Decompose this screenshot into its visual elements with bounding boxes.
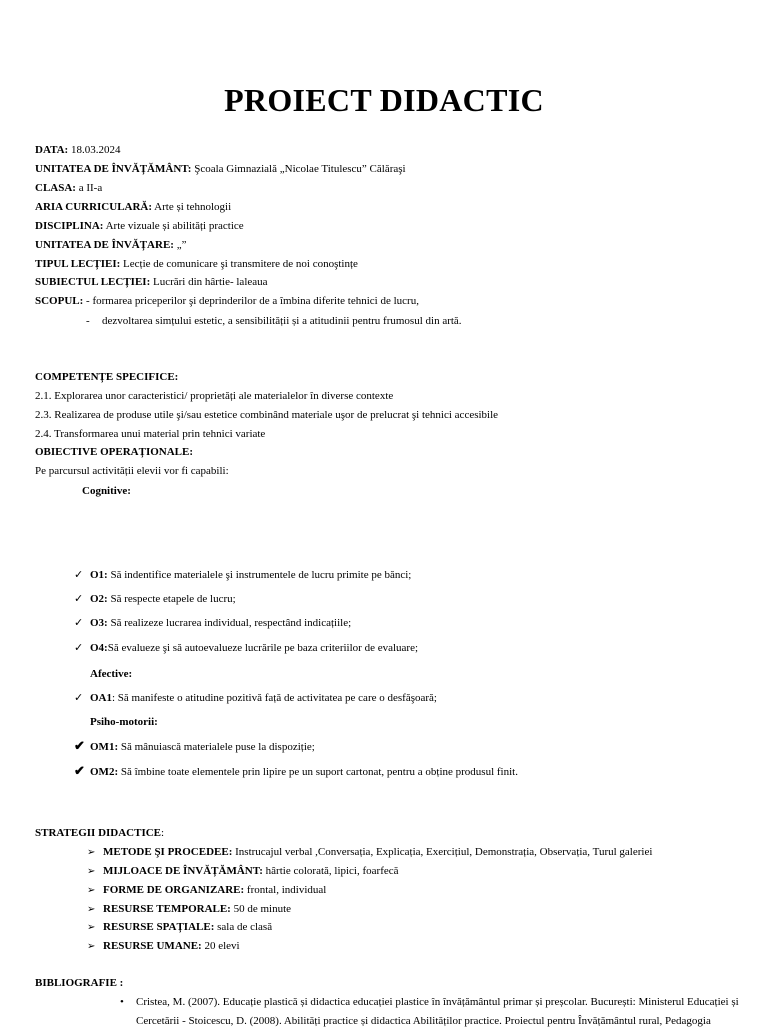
info-aria: ARIA CURRICULARĂ: Arte și tehnologii xyxy=(35,201,232,213)
objective-om2: ✔ OM2: Să îmbine toate elementele prin lipire pe un suport cartonat, pentru a obține produsul finit. xyxy=(74,763,518,778)
arrow-bullet-icon: ➢ xyxy=(87,941,96,952)
bibliografie-item-cont: Cercetării - Stoicescu, D. (2008). Abilități practice și didactica Abilităților practice. Proiectul pentru Învățământul rural, Pedagogia xyxy=(136,1015,711,1027)
info-unitate: UNITATEA DE ÎNVĂȚĂMÂNT: Şcoala Gimnazială „Nicolae Titulescu” Călăraşi xyxy=(35,163,406,175)
arrow-bullet-icon: ➢ xyxy=(87,866,96,877)
bullet-icon: • xyxy=(120,996,124,1008)
psiho-label: Psiho-motorii: xyxy=(90,716,158,728)
info-date: DATA: 18.03.2024 xyxy=(35,144,121,156)
info-disciplina: DISCIPLINA: Arte vizuale și abilități practice xyxy=(35,220,244,232)
strategie-item: ➢ MIJLOACE DE ÎNVĂȚĂMÂNT: hârtie colorată, lipici, foarfecă xyxy=(87,865,399,877)
info-subiect: SUBIECTUL LECȚIEI: Lucrări din hârtie- laleaua xyxy=(35,276,268,288)
objective-o2: ✓ O2: Să respecte etapele de lucru; xyxy=(74,593,236,605)
strategie-item: ➢ FORME DE ORGANIZARE: frontal, individual xyxy=(87,884,327,896)
strategie-item: ➢ RESURSE SPAȚIALE: sala de clasă xyxy=(87,921,273,933)
check-icon: ✓ xyxy=(74,593,84,605)
bibliografie-item: • Cristea, M. (2007). Educație plastică și didactica educației plastice în învățământul primar și preșcolar. București: Ministerul Educației și xyxy=(120,996,739,1008)
objective-o1: ✓ O1: Să indentifice materialele şi instrumentele de lucru primite pe bănci; xyxy=(74,569,412,581)
page-title: PROIECT DIDACTIC xyxy=(224,82,544,118)
check-icon: ✔ xyxy=(74,738,85,753)
competenta-item: 2.1. Explorarea unor caracteristici/ proprietăți ale materialelor în diverse contexte xyxy=(35,390,394,402)
objective-om1: ✔ OM1: Să mânuiască materialele puse la dispoziție; xyxy=(74,738,315,753)
strategie-item: ➢ RESURSE UMANE: 20 elevi xyxy=(87,940,240,952)
info-tipul-lectiei: TIPUL LECȚIEI: Lecție de comunicare şi transmitere de noi conoştințe xyxy=(35,258,358,270)
check-icon: ✓ xyxy=(74,569,84,581)
competenta-item: 2.3. Realizarea de produse utile şi/sau estetice combinând materiale uşor de prelucrat şi tehnici accesibile xyxy=(35,409,499,421)
check-icon: ✓ xyxy=(74,692,84,704)
competenta-item: 2.4. Transformarea unui material prin tehnici variate xyxy=(35,428,266,440)
objective-o3: ✓ O3: Să realizeze lucrarea individual, respectând indicațiile; xyxy=(74,617,352,629)
info-unitate-invatare: UNITATEA DE ÎNVĂȚARE: „” xyxy=(35,239,187,251)
check-icon: ✓ xyxy=(74,642,84,654)
info-clasa: CLASA: a II-a xyxy=(35,182,103,194)
strategie-item: ➢ METODE ŞI PROCEDEE: Instrucajul verbal ,Conversația, Explicația, Exercițiul, Demonstrația, Observația, Turul galeriei xyxy=(87,846,653,858)
afective-label: Afective: xyxy=(90,668,133,680)
check-icon: ✔ xyxy=(74,763,85,778)
objective-o4: ✓ O4:Să evalueze şi să autoevalueze lucrările pe baza criteriilor de evaluare; xyxy=(74,642,419,654)
check-icon: ✓ xyxy=(74,617,84,629)
obiective-heading: OBIECTIVE OPERAȚIONALE: xyxy=(35,446,194,458)
arrow-bullet-icon: ➢ xyxy=(87,922,96,933)
scop-line-2: - dezvoltarea simțului estetic, a sensibilității și a atitudinii pentru frumosul din artă. xyxy=(86,315,462,327)
obiective-intro: Pe parcursul activității elevii vor fi capabili: xyxy=(35,465,229,477)
info-scopul: SCOPUL: - formarea priceperilor şi deprinderilor de a îmbina diferite tehnici de lucru, xyxy=(35,295,419,307)
strategii-heading: STRATEGII DIDACTICE: xyxy=(35,827,165,839)
cognitive-label: Cognitive: xyxy=(82,485,131,497)
competente-heading: COMPETENȚE SPECIFICE: xyxy=(35,371,179,383)
arrow-bullet-icon: ➢ xyxy=(87,885,96,896)
bibliografie-heading: BIBLIOGRAFIE : xyxy=(35,977,124,989)
objective-oa1: ✓ OA1: Să manifeste o atitudine pozitivă față de activitatea pe care o desfăşoară; xyxy=(74,692,437,704)
strategie-item: ➢ RESURSE TEMPORALE: 50 de minute xyxy=(87,903,292,915)
arrow-bullet-icon: ➢ xyxy=(87,847,96,858)
arrow-bullet-icon: ➢ xyxy=(87,904,96,915)
